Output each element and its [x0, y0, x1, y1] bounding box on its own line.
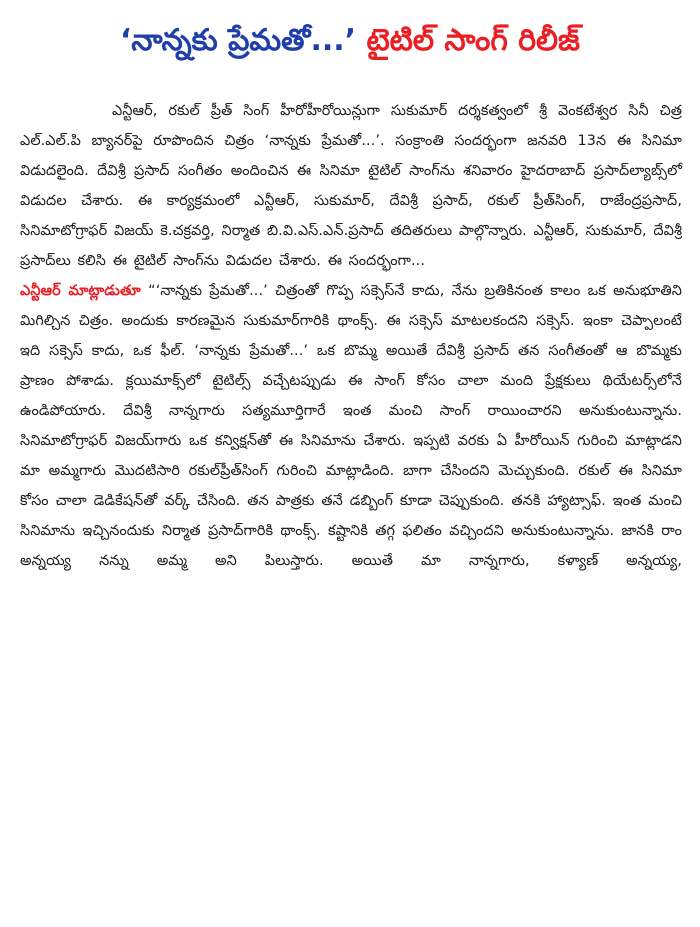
article-body [20, 96, 682, 576]
article-paragraph-quote [20, 276, 682, 576]
headline-release-text: టైటిల్ సాంగ్ రిలీజ్ [366, 23, 580, 58]
headline [0, 14, 700, 68]
quote-text: “‘నాన్నకు ప్రేమతో...’ చిత్రంతో గొప్ప సక్సెస్‌నే కాదు, నేను బ్రతికినంత కాలం ఒక అనుభూతిని మిగిల్చిన చిత్రం. అందుకు కారణమైన సుకుమార్‌గారికి థాంక్స్. ఈ సక్సెస్ మాటలకందని సక్సెస్. ఇంకా చెప్పాలంటే ఇది సక్సెస్ కాదు, ఒక ఫీల్. ‘నాన్నకు ప్రేమతో...’ ఒక బొమ్మ అయితే దేవిశ్రీ ప్రసాద్ తన సంగీతంతో ఆ బొమ్మకు ప్రాణం పోశాడు. క్లయిమాక్స్‌లో టైటిల్స్ వచ్చేటప్పుడు ఈ సాంగ్ కోసం చాలా మంది ప్రేక్షకులు థియేటర్స్‌లోనే ఉండిపోయారు. దేవిశ్రీ నాన్నగారు సత్యమూర్తిగారే ఇంత మంచి సాంగ్ రాయించారని అనుకుంటున్నాను. సినిమాటోగ్రాఫర్ విజయ్‌గారు ఒక కన్విక్షన్‌తో ఈ సినిమాను చేశారు. ఇప్పటి వరకు ఏ హీరోయిన్ గురించి మాట్లాడని మా అమ్మగారు మొదటిసారి రకుల్‌ప్రీత్‌సింగ్ గురించి మాట్లాడింది. బాగా చేసిందని మెచ్చుకుంది. రకుల్ ఈ సినిమా కోసం చాలా డెడికేషన్‌తో వర్క్ చేసింది. తన పాత్రకు తనే డబ్బింగ్ కూడా చెప్పుకుంది. తనకి హ్యాట్సాఫ్. ఇంత మంచి సినిమాను ఇచ్చినందుకు నిర్మాత ప్రసాద్‌గారికి థాంక్స్. కష్టానికి తగ్గ ఫలితం వచ్చిందని అనుకుంటున్నాను. జానకి రాం అన్నయ్య నన్ను అమ్మ అని పిలుస్తారు. అయితే మా నాన్నగారు, కళ్యాణ్ అన్నయ్య, [20, 283, 682, 569]
headline-film-name: ‘నాన్నకు ప్రేమతో...’ [120, 23, 357, 58]
article-paragraph-intro: ఎన్టీఆర్, రకుల్ ప్రీత్ సింగ్ హీరోహీరోయిన్లుగా సుకుమార్ దర్శకత్వంలో శ్రీ వెంకటేశ్వర సినీ చిత్ర ఎల్.ఎల్.పి బ్యానర్‌పై రూపొందిన చిత్రం ‘నాన్నకు ప్రేమతో...’. సంక్రాంతి సందర్భంగా జనవరి 13న ఈ సినిమా విడుదలైంది. దేవిశ్రీ ప్రసాద్ సంగీతం అందించిన ఈ సినిమా టైటిల్ సాంగ్‌ను శనివారం హైదరాబాద్ ప్రసాద్‌ల్యాబ్స్‌లో విడుదల చేశారు. ఈ కార్యక్రమంలో ఎన్టీఆర్, సుకుమార్, దేవిశ్రీ ప్రసాద్, రకుల్ ప్రీత్‌సింగ్, రాజేంద్రప్రసాద్, సినిమాటోగ్రాఫర్ విజయ్ కె.చక్రవర్తి, నిర్మాత బి.వి.ఎస్.ఎన్.ప్రసాద్ తదితరులు పాల్గొన్నారు. ఎన్టీఆర్, సుకుమార్, దేవిశ్రీ ప్రసాద్‌లు కలిసి ఈ టైటిల్ సాంగ్‌ను విడుదల చేశారు. ఈ సందర్భంగా... [20, 103, 682, 269]
speaker-label: ఎన్టీఆర్ మాట్లాడుతూ [20, 283, 141, 299]
